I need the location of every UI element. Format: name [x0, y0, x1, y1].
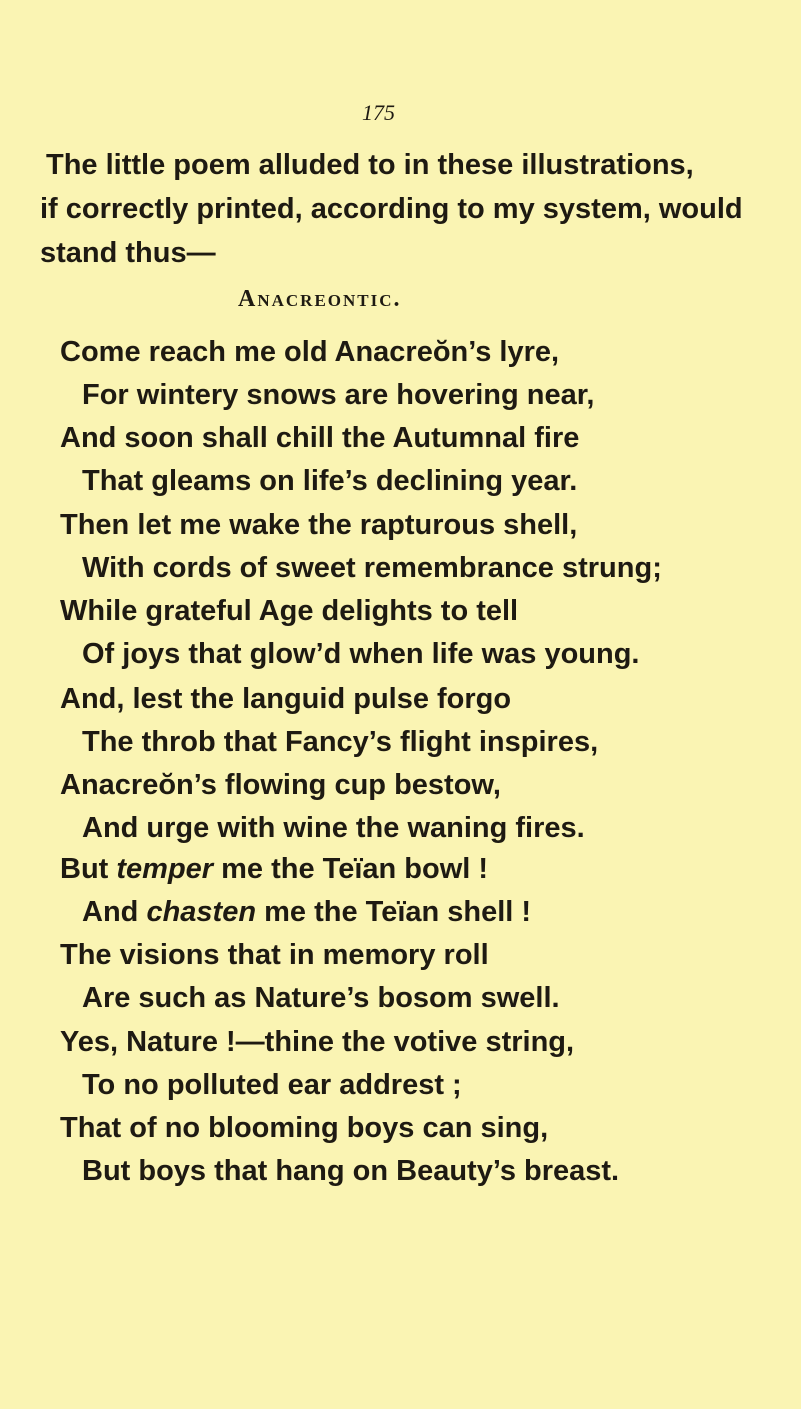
verse-line: Are such as Nature’s bosom swell. — [82, 982, 560, 1014]
verse-text: me the Teïan shell ! — [256, 896, 532, 928]
intro-line: stand thus— — [40, 237, 216, 269]
verse-line: And urge with wine the waning fires. — [82, 812, 585, 844]
verse-line: The throb that Fancy’s flight inspires, — [82, 726, 599, 758]
verse-line: Yes, Nature !—thine the votive string, — [60, 1026, 575, 1058]
verse-line: While grateful Age delights to tell — [60, 595, 519, 627]
poem-title: Anacreontic. — [238, 286, 402, 312]
verse-line: With cords of sweet remembrance strung; — [82, 552, 662, 584]
verse-text: me the Teïan bowl ! — [213, 853, 489, 885]
verse-line: Then let me wake the rapturous shell, — [60, 509, 578, 541]
page-number: 175 — [362, 100, 395, 125]
verse-line: Anacreŏn’s flowing cup bestow, — [60, 769, 501, 801]
verse-line — [60, 891, 780, 934]
intro-line: The little poem alluded to in these illustrations, — [46, 149, 694, 181]
verse-line — [60, 848, 780, 891]
intro-paragraph — [40, 143, 780, 275]
verse-line: That gleams on life’s declining year. — [82, 465, 578, 497]
emphasized-word: chasten — [146, 896, 257, 928]
stanza — [60, 504, 780, 676]
verse-line: That of no blooming boys can sing, — [60, 1112, 549, 1144]
verse-text: But — [60, 853, 117, 885]
verse-line: Of joys that glow’d when life was young. — [82, 638, 640, 670]
verse-line: And soon shall chill the Autumnal fire — [60, 422, 580, 454]
verse-line: For wintery snows are hovering near, — [82, 379, 595, 411]
stanza — [60, 678, 780, 850]
intro-line: if correctly printed, according to my system, would — [40, 193, 743, 225]
verse-text: And — [82, 896, 147, 928]
verse-line: And, lest the languid pulse forgo — [60, 683, 512, 715]
stanza — [60, 331, 780, 503]
verse-line: But boys that hang on Beauty’s breast. — [82, 1155, 620, 1187]
verse-line: To no polluted ear addrest ; — [82, 1069, 462, 1101]
stanza — [60, 1021, 780, 1193]
verse-line: The visions that in memory roll — [60, 939, 489, 971]
stanza — [60, 848, 780, 1020]
emphasized-word: temper — [116, 853, 214, 885]
verse-line: Come reach me old Anacreŏn’s lyre, — [60, 336, 560, 368]
